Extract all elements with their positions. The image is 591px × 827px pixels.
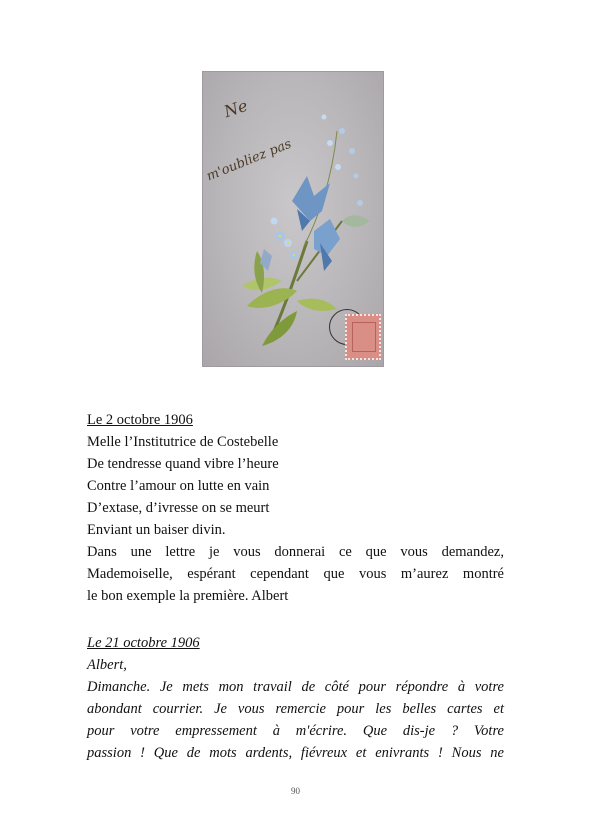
postage-stamp-icon — [345, 314, 381, 360]
text-line: Dans une lettre je vous donnerai ce que vous demandez, — [87, 544, 504, 560]
postcard-handwriting: m'oubliez pas — [204, 136, 294, 185]
postcard-image — [202, 71, 384, 367]
text-line: passion ! Que de mots ardents, fiévreux et enivrants ! Nous ne — [87, 745, 504, 761]
text-line: pour votre empressement à m'écrire. Que dis-je ? Votre — [87, 723, 504, 739]
salutation: Albert, — [87, 657, 127, 673]
text-line: abondant courrier. Je vous remercie pour les belles cartes et — [87, 701, 504, 717]
text-line: Enviant un baiser divin. — [87, 522, 226, 538]
text-line: le bon exemple la première. Albert — [87, 588, 289, 604]
text-line: D’extase, d’ivresse on se meurt — [87, 500, 270, 516]
text-line: Mademoiselle, espérant cependant que vous m’aurez montré — [87, 566, 504, 582]
text-line: Melle l’Institutrice de Costebelle — [87, 434, 279, 450]
letter-date: Le 2 octobre 1906 — [87, 412, 193, 428]
postcard-handwriting: Ne — [221, 95, 250, 122]
letter-2 — [87, 632, 504, 764]
letter-1 — [87, 409, 504, 607]
letter-date: Le 21 octobre 1906 — [87, 635, 200, 651]
text-line: Contre l’amour on lutte en vain — [87, 478, 270, 494]
text-line: Dimanche. Je mets mon travail de côté pour répondre à votre — [87, 679, 504, 695]
text-line: De tendresse quand vibre l’heure — [87, 456, 279, 472]
page-number: 90 — [291, 786, 300, 796]
